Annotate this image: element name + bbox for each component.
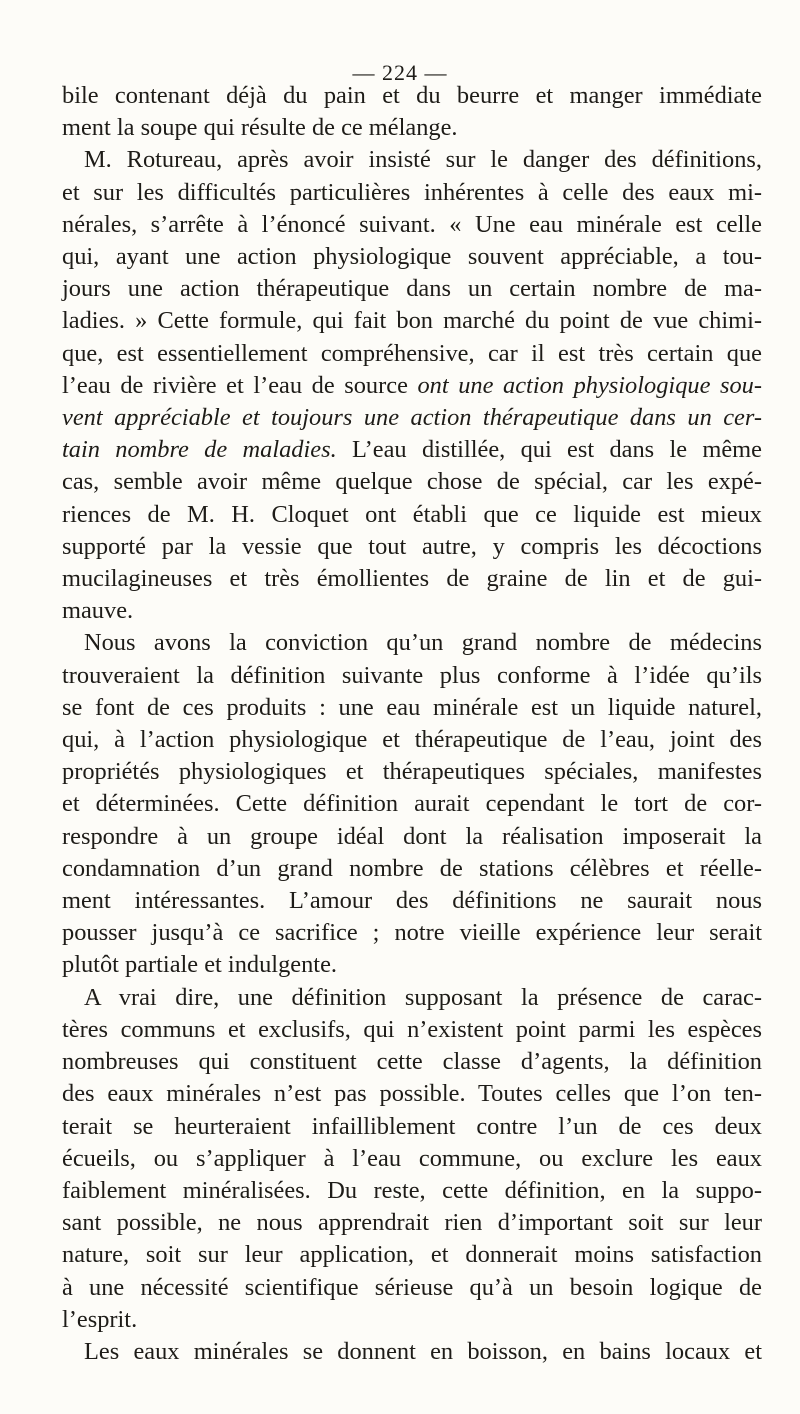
text-line: [62, 370, 762, 402]
text-line: [62, 595, 762, 627]
text-line: [62, 660, 762, 692]
line-text: mauve.: [62, 597, 134, 625]
line-text: ment intéressantes. L’amour des définitions ne saurait nous: [62, 887, 762, 915]
line-text: qui, ayant une action physiologique souvent appréciable, a tou-: [62, 243, 762, 271]
line-text-italic: tain nombre de maladies.: [62, 436, 337, 464]
text-line: [62, 692, 762, 724]
line-text: l’esprit.: [62, 1305, 138, 1333]
text-line: [62, 1304, 762, 1336]
line-text: supporté par la vessie que tout autre, y compris les décoctions: [62, 532, 762, 560]
text-line: [62, 402, 762, 434]
line-text: respondre à un groupe idéal dont la réalisation imposerait la: [62, 822, 762, 850]
body-text: [62, 80, 762, 1368]
line-text: à une nécessité scientifique sérieuse qu’à un besoin logique de: [62, 1273, 762, 1301]
line-text: ment la soupe qui résulte de ce mélange.: [62, 114, 458, 142]
text-line: [62, 338, 762, 370]
line-text: plutôt partiale et indulgente.: [62, 951, 337, 979]
line-text: et déterminées. Cette définition aurait cependant le tort de cor-: [62, 790, 762, 818]
text-line: [62, 724, 762, 756]
line-text: propriétés physiologiques et thérapeutiques spéciales, manifestes: [62, 758, 762, 786]
line-text: qui, à l’action physiologique et thérapeutique de l’eau, joint des: [62, 726, 762, 754]
page-number: — 224 —: [352, 60, 448, 85]
text-line: [62, 531, 762, 563]
text-line: [62, 917, 762, 949]
line-text: nérales, s’arrête à l’énoncé suivant. « Une eau minérale est celle: [62, 210, 762, 238]
text-line: [62, 80, 762, 112]
line-text: Nous avons la conviction qu’un grand nombre de médecins: [84, 629, 762, 657]
text-line: [62, 821, 762, 853]
line-text: pousser jusqu’à ce sacrifice ; notre vieille expérience leur serait: [62, 919, 762, 947]
text-line: [62, 499, 762, 531]
line-text: que, est essentiellement compréhensive, car il est très certain que: [62, 339, 762, 367]
text-line: [62, 1272, 762, 1304]
line-text: condamnation d’un grand nombre de stations célèbres et réelle-: [62, 854, 762, 882]
line-text: tères communs et exclusifs, qui n’existent point parmi les espèces: [62, 1015, 762, 1043]
text-line: [62, 853, 762, 885]
line-text: et sur les difficultés particulières inhérentes à celle des eaux mi-: [62, 178, 762, 206]
line-text: A vrai dire, une définition supposant la présence de carac-: [84, 983, 762, 1011]
text-line: [62, 209, 762, 241]
line-text: faiblement minéralisées. Du reste, cette définition, en la suppo-: [62, 1176, 762, 1204]
text-line: [62, 273, 762, 305]
text-line: [62, 177, 762, 209]
text-line: [62, 241, 762, 273]
line-text: ladies. » Cette formule, qui fait bon marché du point de vue chimi-: [62, 307, 762, 335]
line-text: trouveraient la définition suivante plus conforme à l’idée qu’ils: [62, 661, 762, 689]
line-text: M. Rotureau, après avoir insisté sur le danger des définitions,: [84, 146, 762, 174]
line-text-italic: ont une action physiologique sou-: [417, 371, 762, 399]
text-line: [62, 563, 762, 595]
text-line: [62, 305, 762, 337]
text-line: [62, 1046, 762, 1078]
line-text: se font de ces produits : une eau minérale est un liquide naturel,: [62, 693, 762, 721]
line-text-roman: l’eau de rivière et l’eau de source: [62, 371, 418, 399]
text-line: [62, 1078, 762, 1110]
text-line: [62, 112, 762, 144]
text-line: [62, 1336, 762, 1368]
text-line: [62, 1175, 762, 1207]
text-line: [62, 627, 762, 659]
text-line: [62, 982, 762, 1014]
text-line: [62, 144, 762, 176]
text-line: [62, 466, 762, 498]
line-text-italic: vent appréciable et toujours une action thérapeutique dans un cer-: [62, 404, 762, 432]
line-text-roman: L’eau distillée, qui est dans le même: [336, 436, 762, 464]
text-line: [62, 1143, 762, 1175]
text-line: [62, 788, 762, 820]
line-text: mucilagineuses et très émollientes de graine de lin et de gui-: [62, 565, 762, 593]
line-text: sant possible, ne nous apprendrait rien d’important soit sur leur: [62, 1209, 762, 1237]
text-line: [62, 1239, 762, 1271]
text-line: [62, 1111, 762, 1143]
line-text: nombreuses qui constituent cette classe d’agents, la définition: [62, 1048, 762, 1076]
line-text: nature, soit sur leur application, et donnerait moins satisfaction: [62, 1241, 762, 1269]
text-line: [62, 1014, 762, 1046]
text-line: [62, 1207, 762, 1239]
line-text: cas, semble avoir même quelque chose de spécial, car les expé-: [62, 468, 762, 496]
text-line: [62, 756, 762, 788]
line-text: bile contenant déjà du pain et du beurre et manger immédiate: [62, 82, 762, 109]
line-text: riences de M. H. Cloquet ont établi que ce liquide est mieux: [62, 500, 762, 528]
text-line: [62, 434, 762, 466]
text-line: [62, 885, 762, 917]
line-text: écueils, ou s’appliquer à l’eau commune, ou exclure les eaux: [62, 1144, 762, 1172]
line-text: terait se heurteraient infailliblement contre l’un de ces deux: [62, 1112, 762, 1140]
line-text: jours une action thérapeutique dans un certain nombre de ma-: [62, 275, 762, 303]
line-text: des eaux minérales n’est pas possible. Toutes celles que l’on ten-: [62, 1080, 762, 1108]
line-text: Les eaux minérales se donnent en boisson, en bains locaux et: [84, 1337, 762, 1365]
text-line: [62, 949, 762, 981]
